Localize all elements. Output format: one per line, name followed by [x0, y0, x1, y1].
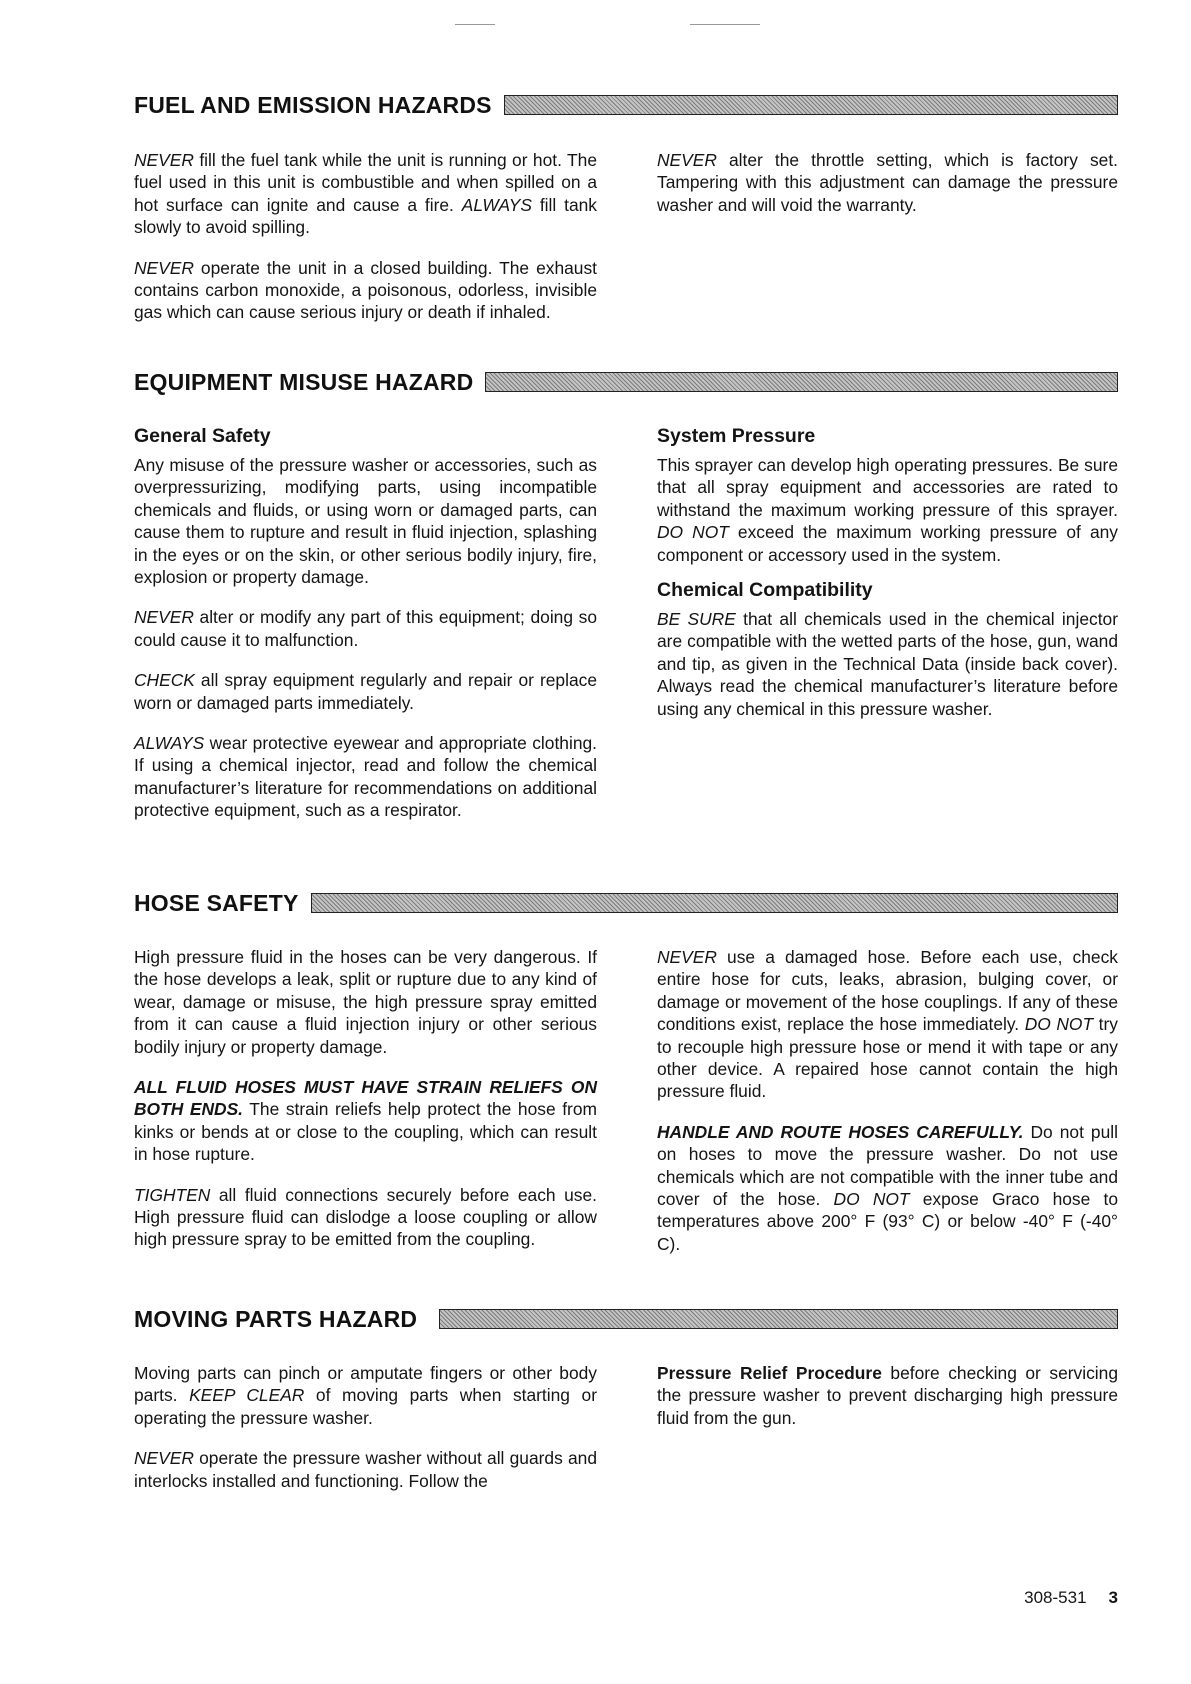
- moving-paragraph: [134, 1447, 597, 1492]
- hose-paragraph: [657, 946, 1118, 1103]
- keyword: NEVER: [657, 947, 717, 967]
- scan-artifact: [455, 24, 495, 25]
- keyword: NEVER: [134, 1448, 194, 1469]
- fuel-paragraph: [134, 257, 597, 324]
- keyword: NEVER: [134, 607, 194, 628]
- paragraph-text: wear protective eyewear and appropriate clothing. If using a chemical injector, read and follow the chemical manufacturer’s literature for recommendations on additional protective equipment, such as a respirator.: [134, 733, 597, 821]
- keyword: TIGHTEN: [134, 1184, 211, 1205]
- misuse-right-column: [657, 424, 1118, 720]
- misuse-paragraph: Any misuse of the pressure washer or accessories, such as overpressurizing, modifying parts, using incompatible chemicals and fluids, or using worn or damaged parts, can cause them to rupture and result in fluid injection, splashing in the eyes or on the skin, or other serious bodily injury, fire, explosion or property damage.: [134, 455, 597, 588]
- section-rule: [485, 372, 1118, 392]
- paragraph-text: before checking or servicing the pressure washer to prevent discharging high pressure fluid from the gun.: [657, 1363, 1118, 1428]
- paragraph-text: Do not pull on hoses to move the pressure washer. Do not use chemicals which are not compatible with the inner tube and cover of the hose.: [657, 1121, 1118, 1210]
- keyword: ALWAYS: [134, 733, 205, 754]
- keyword: KEEP CLEAR: [189, 1385, 305, 1406]
- section-rule: [311, 893, 1118, 913]
- paragraph-text: all spray equipment regularly and repair or replace worn or damaged parts immediately.: [134, 670, 597, 713]
- scan-artifact: [690, 24, 760, 25]
- paragraph-text: of moving parts when starting or operating the pressure washer.: [134, 1385, 597, 1428]
- paragraph-text: operate the unit in a closed building. The exhaust contains carbon monoxide, a poisonous, odorless, invisible gas which can cause serious injury or death if inhaled.: [134, 257, 597, 323]
- keyword: NEVER: [134, 257, 194, 278]
- fuel-section-title: FUEL AND EMISSION HAZARDS: [134, 91, 492, 118]
- paragraph-text: operate the pressure washer without all guards and interlocks installed and functioning. Follow the: [134, 1448, 597, 1491]
- keyword: DO NOT: [833, 1189, 910, 1210]
- misuse-paragraph: [657, 608, 1118, 720]
- paragraph-text: expose Graco hose to temperatures above 200° F (93° C) or below -40° F (-40° C).: [657, 1189, 1118, 1254]
- moving-paragraph: [657, 1362, 1118, 1429]
- hose-right-column: [657, 946, 1118, 1255]
- fuel-paragraph: [134, 149, 597, 239]
- moving-section-title: MOVING PARTS HAZARD: [134, 1305, 418, 1332]
- keyword: NEVER: [657, 150, 717, 170]
- paragraph-text: try to recouple high pressure hose or mend it with tape or any other device. A repaired hose cannot contain the high pressure fluid.: [657, 1014, 1118, 1102]
- paragraph-text: that all chemicals used in the chemical injector are compatible with the wetted parts of the hose, gun, wand and tip, as given in the Technical Data (inside back cover). Always read the chemical manufacturer’s literature before using any chemical in this pressure washer.: [657, 609, 1118, 719]
- hose-paragraph: [134, 1184, 597, 1251]
- misuse-paragraph: [657, 454, 1118, 566]
- fuel-right-column: [657, 149, 1118, 216]
- page-number: 3: [1108, 1588, 1118, 1607]
- hose-left-column: [134, 946, 597, 1251]
- paragraph-text: alter or modify any part of this equipment; doing so could cause it to malfunction.: [134, 607, 597, 650]
- page-footer: [1024, 1588, 1118, 1608]
- keyword: NEVER: [134, 150, 194, 170]
- paragraph-text: exceed the maximum working pressure of any component or accessory used in the system.: [657, 522, 1118, 565]
- fuel-section-header: [134, 90, 1118, 120]
- keyword: CHECK: [134, 670, 195, 691]
- misuse-paragraph: [134, 669, 597, 714]
- keyword: DO NOT: [657, 522, 729, 543]
- bold-term: Pressure Relief Procedure: [657, 1363, 882, 1383]
- misuse-paragraph: [134, 732, 597, 822]
- paragraph-text: use a damaged hose. Before each use, check entire hose for cuts, leaks, abrasion, bulging cover, or damage or movement of the hose couplings. If any of these conditions exist, replace the hose immediately.: [657, 947, 1118, 1035]
- paragraph-text: The strain reliefs help protect the hose from kinks or bends at or close to the coupling, which can result in hose rupture.: [134, 1099, 598, 1165]
- moving-left-column: [134, 1362, 597, 1492]
- paragraph-text: alter the throttle setting, which is factory set. Tampering with this adjustment can damage the pressure washer and will void the warranty.: [657, 150, 1118, 215]
- paragraph-text: all fluid connections securely before each use. High pressure fluid can dislodge a loose coupling or allow high pressure spray to be emitted from the coupling.: [134, 1184, 597, 1250]
- misuse-left-column: [134, 424, 597, 822]
- hose-section-title: HOSE SAFETY: [134, 889, 299, 916]
- hose-section-header: [134, 888, 1118, 918]
- keyword: DO NOT: [1024, 1014, 1094, 1035]
- chemical-compatibility-heading: Chemical Compatibility: [657, 579, 873, 602]
- paragraph-text: This sprayer can develop high operating pressures. Be sure that all spray equipment and accessories are rated to withstand the maximum working pressure of this sprayer.: [657, 455, 1118, 520]
- hose-paragraph: [134, 1076, 597, 1166]
- keyword: ALL FLUID HOSES MUST HAVE STRAIN RELIEFS ON BOTH ENDS.: [134, 1077, 597, 1120]
- paragraph-text: fill tank slowly to avoid spilling.: [134, 194, 597, 238]
- document-number: 308-531: [1024, 1588, 1087, 1607]
- moving-section-header: [134, 1304, 1118, 1334]
- system-pressure-heading: System Pressure: [657, 425, 816, 447]
- moving-right-column: [657, 1362, 1118, 1429]
- keyword: BE SURE: [657, 609, 736, 630]
- misuse-section-title: EQUIPMENT MISUSE HAZARD: [134, 368, 474, 395]
- paragraph-text: Moving parts can pinch or amputate fingers or other body parts.: [134, 1363, 597, 1406]
- section-rule: [504, 95, 1118, 115]
- section-rule: [439, 1309, 1118, 1329]
- hose-paragraph: [657, 1121, 1118, 1255]
- hose-paragraph: High pressure fluid in the hoses can be very dangerous. If the hose develops a leak, split or rupture due to any kind of wear, damage or misuse, the high pressure spray emitted from it can cause a fluid injection injury or other serious bodily injury or property damage.: [134, 947, 597, 1057]
- fuel-left-column: [134, 149, 597, 324]
- misuse-paragraph: [134, 606, 597, 651]
- moving-paragraph: [134, 1362, 597, 1429]
- paragraph-text: fill the fuel tank while the unit is running or hot. The fuel used in this unit is combustible and when spilled on a hot surface can ignite and cause a fire.: [134, 150, 597, 215]
- general-safety-heading: General Safety: [134, 425, 271, 447]
- fuel-paragraph: [657, 149, 1118, 216]
- keyword: HANDLE AND ROUTE HOSES CAREFULLY.: [657, 1121, 1024, 1142]
- misuse-section-header: [134, 367, 1118, 397]
- keyword: ALWAYS: [461, 194, 532, 215]
